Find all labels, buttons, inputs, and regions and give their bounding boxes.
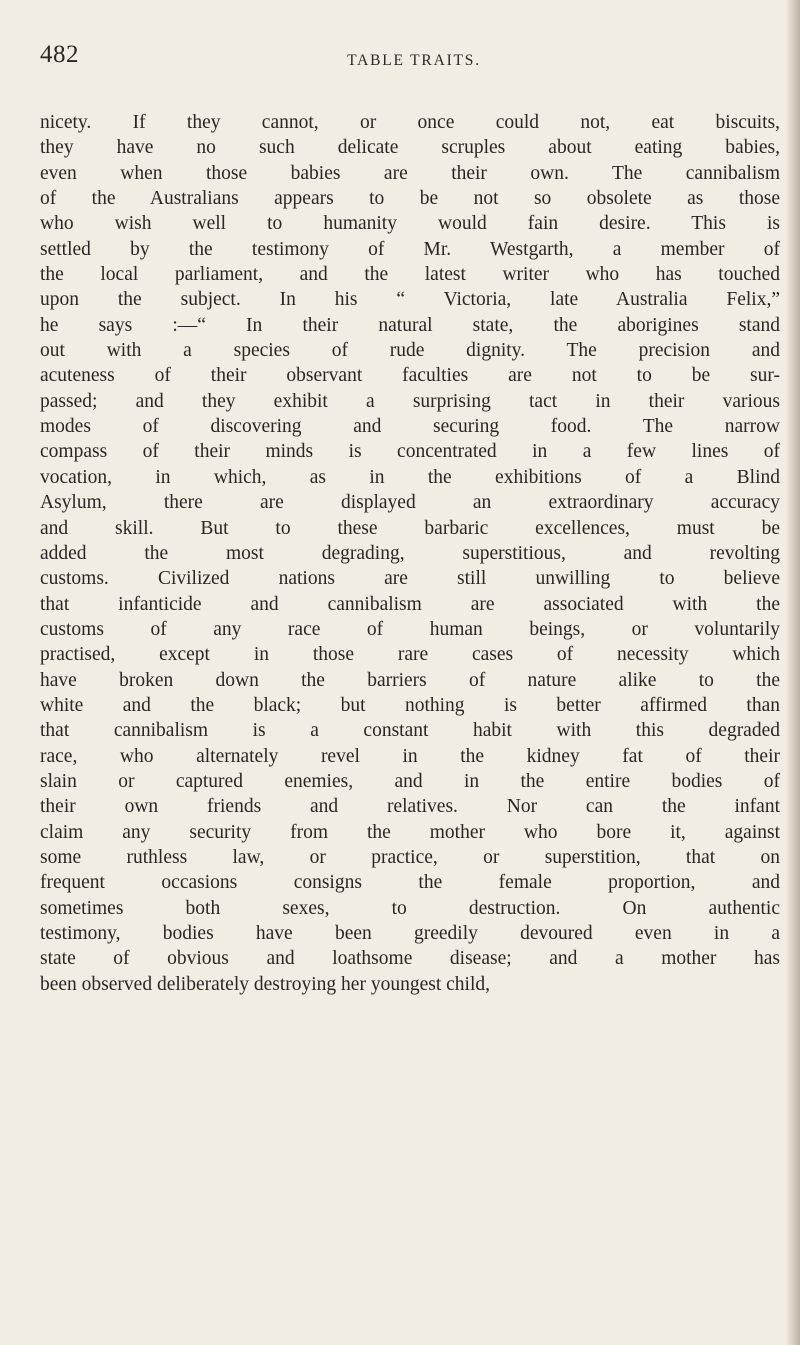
text-line: they have no such delicate scruples about eating babies, (40, 137, 780, 159)
text-line: nicety. If they cannot, or once could not, eat biscuits, (40, 112, 780, 133)
text-line: have broken down the barriers of nature alike to the (40, 669, 780, 691)
text-line: practised, except in those rare cases of necessity which (40, 644, 780, 666)
text-line: Asylum, there are displayed an extraordinary accuracy (40, 492, 780, 514)
page-number: 482 (40, 41, 79, 68)
running-head: TABLE TRAITS. (347, 52, 481, 69)
text-line: vocation, in which, as in the exhibitions of a Blind (40, 466, 780, 488)
text-line: race, who alternately revel in the kidney fat of their (40, 745, 780, 767)
text-line: some ruthless law, or practice, or superstition, that on (40, 846, 780, 868)
text-line: upon the subject. In his “ Victoria, late Australia Felix,” (40, 289, 780, 311)
text-line: that infanticide and cannibalism are associated with the (40, 593, 780, 615)
text-line: added the most degrading, superstitious, and revolting (40, 542, 780, 564)
text-line: state of obvious and loathsome disease; and a mother has (40, 948, 780, 970)
text-line: settled by the testimony of Mr. Westgarth, a member of (40, 238, 780, 260)
text-line: that cannibalism is a constant habit with this degraded (40, 720, 780, 742)
text-line: who wish well to humanity would fain desire. This is (40, 213, 780, 235)
text-line: been observed deliberately destroying her youngest child, (40, 973, 490, 995)
text-line: customs. Civilized nations are still unwilling to believe (40, 568, 780, 590)
text-line: sometimes both sexes, to destruction. On authentic (40, 897, 780, 919)
text-line: customs of any race of human beings, or voluntarily (40, 618, 780, 640)
text-line: their own friends and relatives. Nor can the infant (40, 796, 780, 818)
text-line: compass of their minds is concentrated in a few lines of (40, 441, 780, 463)
text-line: testimony, bodies have been greedily devoured even in a (40, 923, 780, 944)
text-line: modes of discovering and securing food. The narrow (40, 416, 780, 438)
text-line: and skill. But to these barbaric excellences, must be (40, 517, 780, 539)
text-line: white and the black; but nothing is better affirmed than (40, 694, 780, 716)
text-line: claim any security from the mother who bore it, against (40, 821, 780, 843)
text-line: passed; and they exhibit a surprising tact in their various (40, 390, 780, 412)
text-line: slain or captured enemies, and in the entire bodies of (40, 770, 780, 792)
text-line: acuteness of their observant faculties are not to be sur- (40, 365, 780, 387)
page-edge (786, 0, 800, 1345)
text-line: he says :—“ In their natural state, the aborigines stand (40, 314, 780, 336)
text-line: the local parliament, and the latest writer who has touched (40, 264, 780, 286)
text-line: of the Australians appears to be not so obsolete as those (40, 188, 780, 210)
body-text (40, 110, 780, 997)
text-line: even when those babies are their own. The cannibalism (40, 162, 780, 184)
text-line: frequent occasions consigns the female proportion, and (40, 872, 780, 894)
text-line: out with a species of rude dignity. The precision and (40, 340, 780, 362)
